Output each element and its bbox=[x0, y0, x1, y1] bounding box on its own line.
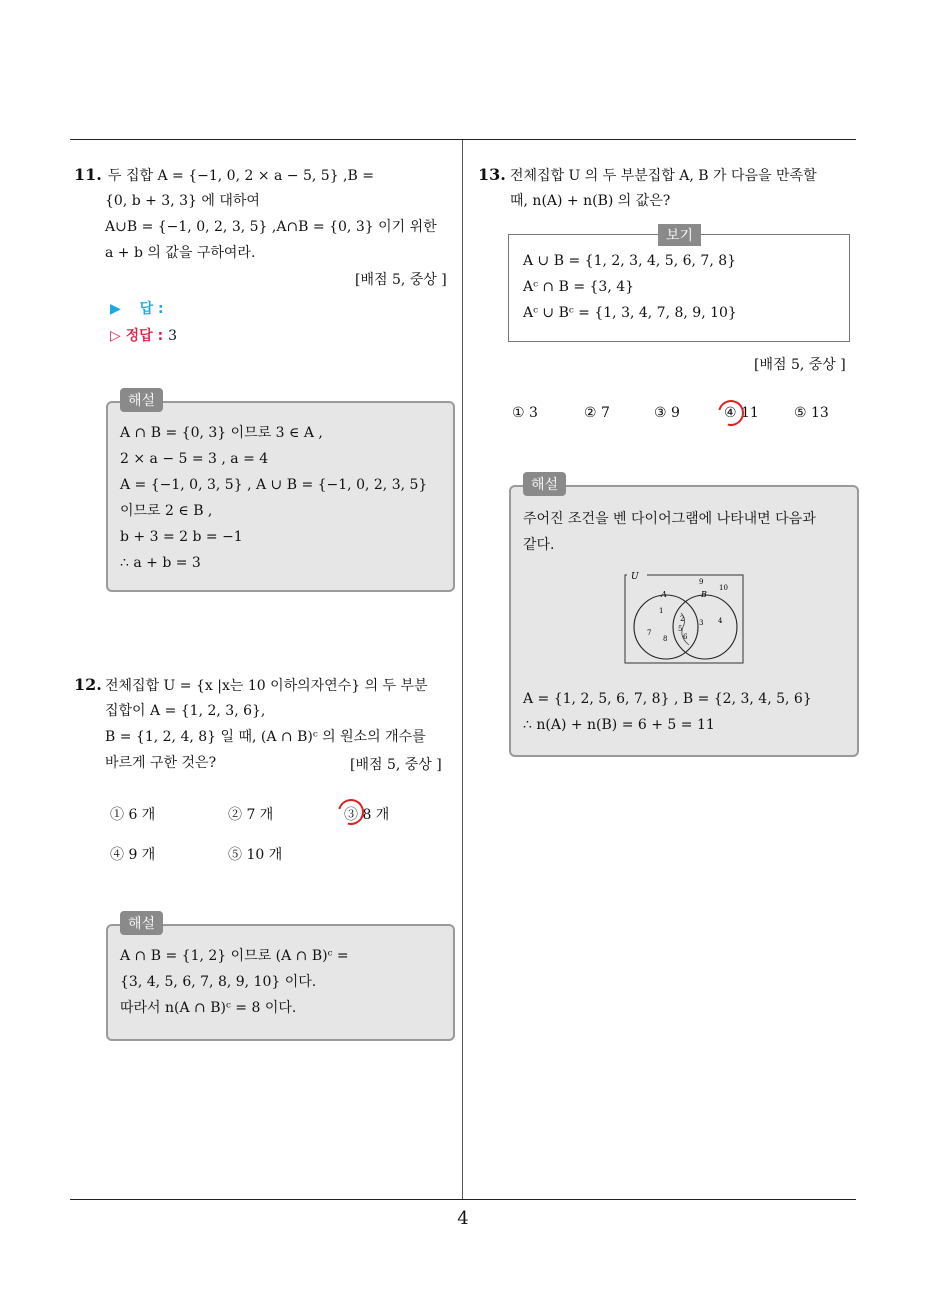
venn-element: 4 bbox=[718, 617, 723, 625]
expl-line: A = {−1, 0, 3, 5} , A ∪ B = {−1, 0, 2, 3, 5} bbox=[120, 477, 428, 493]
universe-label: U bbox=[631, 572, 639, 582]
set-b-label: B bbox=[701, 590, 707, 599]
correct-value: 3 bbox=[168, 328, 177, 344]
column-divider bbox=[462, 140, 463, 1200]
q12-choice-3[interactable]: ③ 8 개 bbox=[344, 807, 390, 823]
venn-diagram bbox=[621, 567, 747, 667]
top-rule bbox=[70, 139, 856, 140]
q12-choice-1[interactable]: ① 6 개 bbox=[110, 807, 156, 823]
question-number: 13. bbox=[478, 165, 506, 184]
question-number: 11. bbox=[74, 165, 102, 184]
page-number: 4 bbox=[457, 1208, 469, 1229]
expl-line: 이므로 2 ∈ B , bbox=[120, 503, 213, 519]
answer-row bbox=[110, 298, 164, 318]
selected-answer-circle-icon bbox=[713, 395, 749, 431]
bogi-line: Aᶜ ∩ B = {3, 4} bbox=[523, 279, 635, 295]
q13-explanation-box bbox=[509, 485, 859, 757]
expl-line: 따라서 n(A ∩ B)ᶜ = 8 이다. bbox=[120, 1000, 297, 1016]
expl-line: ∴ a + b = 3 bbox=[120, 555, 201, 571]
q12-explanation-box bbox=[106, 924, 455, 1041]
expl-line: A ∩ B = {1, 2} 이므로 (A ∩ B)ᶜ = bbox=[120, 948, 349, 964]
q13-choice-4[interactable]: ④ 11 bbox=[724, 405, 759, 421]
q13-line-2: 때, n(A) + n(B) 의 값은? bbox=[510, 193, 671, 209]
venn-element: 6 bbox=[683, 633, 688, 641]
q12-line-1: 전체집합 U = {x |x는 10 이하의자연수} 의 두 부분 bbox=[105, 678, 428, 694]
explanation-tag: 해설 bbox=[523, 472, 566, 496]
question-number: 12. bbox=[74, 675, 102, 694]
bottom-rule bbox=[70, 1199, 856, 1200]
expl-line: A = {1, 2, 5, 6, 7, 8} , B = {2, 3, 4, 5, 6} bbox=[523, 691, 812, 707]
selected-answer-circle-icon bbox=[333, 794, 369, 830]
q13-choice-5[interactable]: ⑤ 13 bbox=[794, 405, 829, 421]
bogi-box bbox=[508, 234, 850, 342]
venn-element: 5 bbox=[678, 625, 683, 633]
expl-line: ∴ n(A) + n(B) = 6 + 5 = 11 bbox=[523, 717, 715, 733]
venn-element: 8 bbox=[663, 635, 668, 643]
triangle-icon: ▷ bbox=[110, 328, 121, 344]
q13-score: [배점 5, 중상 ] bbox=[754, 357, 846, 373]
bogi-line: A ∪ B = {1, 2, 3, 4, 5, 6, 7, 8} bbox=[523, 253, 737, 269]
q12-choice-5[interactable]: ⑤ 10 개 bbox=[228, 847, 283, 863]
bogi-line: Aᶜ ∪ Bᶜ = {1, 3, 4, 7, 8, 9, 10} bbox=[523, 305, 737, 321]
q13-line-1: 전체집합 U 의 두 부분집합 A, B 가 다음을 만족할 bbox=[510, 168, 817, 184]
correct-label: 정답 : bbox=[125, 328, 164, 344]
q13-choice-1[interactable]: ① 3 bbox=[512, 405, 538, 421]
venn-element: 7 bbox=[647, 629, 652, 637]
q12-line-2: 집합이 A = {1, 2, 3, 6}, bbox=[105, 703, 266, 719]
q12-score: [배점 5, 중상 ] bbox=[350, 757, 442, 773]
q12-choice-4[interactable]: ④ 9 개 bbox=[110, 847, 156, 863]
q13-choice-2[interactable]: ② 7 bbox=[584, 405, 610, 421]
q12-choice-2[interactable]: ② 7 개 bbox=[228, 807, 274, 823]
expl-line: 주어진 조건을 벤 다이어그램에 나타내면 다음과 bbox=[523, 511, 816, 527]
venn-element: 9 bbox=[699, 578, 704, 586]
set-a-circle bbox=[634, 595, 698, 659]
q12-line-3: B = {1, 2, 4, 8} 일 때, (A ∩ B)ᶜ 의 원소의 개수를 bbox=[105, 729, 426, 745]
q12-line-4: 바르게 구한 것은? bbox=[105, 755, 217, 771]
set-a-label: A bbox=[661, 590, 667, 599]
q11-line-2: {0, b + 3, 3} 에 대하여 bbox=[105, 193, 260, 209]
q11-line-3: A∪B = {−1, 0, 2, 3, 5} ,A∩B = {0, 3} 이기 위한 bbox=[105, 219, 437, 235]
q13-choice-3[interactable]: ③ 9 bbox=[654, 405, 680, 421]
venn-element: 1 bbox=[659, 607, 664, 615]
expl-line: A ∩ B = {0, 3} 이므로 3 ∈ A , bbox=[120, 425, 323, 441]
explanation-tag: 해설 bbox=[120, 388, 163, 412]
bogi-tag: 보기 bbox=[658, 224, 701, 246]
expl-line: {3, 4, 5, 6, 7, 8, 9, 10} 이다. bbox=[120, 974, 317, 990]
q11-explanation-box bbox=[106, 401, 455, 592]
venn-element: 3 bbox=[699, 619, 704, 627]
venn-element: 2 bbox=[680, 615, 685, 623]
expl-line: 같다. bbox=[523, 537, 555, 553]
correct-row bbox=[110, 325, 177, 345]
venn-element: 10 bbox=[719, 584, 728, 592]
play-icon: ▶ bbox=[110, 301, 121, 317]
explanation-tag: 해설 bbox=[120, 911, 163, 935]
q11-line-1: 두 집합 A = {−1, 0, 2 × a − 5, 5} ,B = bbox=[108, 168, 374, 184]
q11-line-4: a + b 의 값을 구하여라. bbox=[105, 245, 256, 261]
expl-line: b + 3 = 2 b = −1 bbox=[120, 529, 243, 545]
q11-score: [배점 5, 중상 ] bbox=[355, 272, 447, 288]
expl-line: 2 × a − 5 = 3 , a = 4 bbox=[120, 451, 269, 467]
answer-label: 답 : bbox=[139, 301, 164, 317]
